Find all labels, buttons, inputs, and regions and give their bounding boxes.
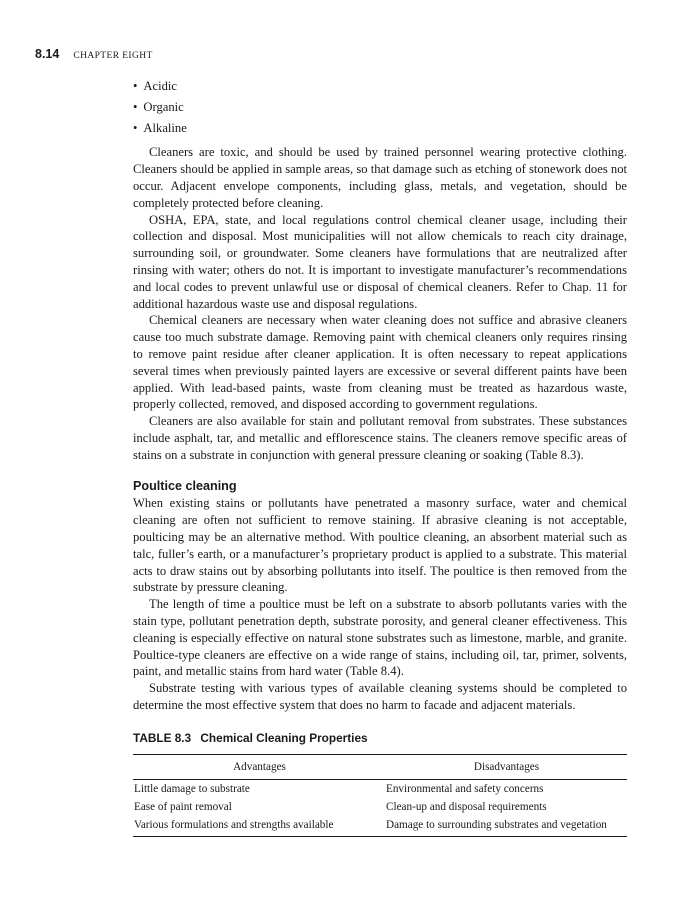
body-paragraph: Cleaners are also available for stain and pollutant removal from substrates. These substances include asphalt, tar, and metallic and efflorescence stains. The cleaners remove specific areas of stains on a substrate in conjunction with general pressure cleaning or soaking (Table 8.3).	[133, 414, 627, 462]
chemical-cleaning-table	[133, 754, 627, 837]
table-row	[133, 780, 627, 799]
list-item: • Organic	[133, 99, 627, 116]
column-header-disadvantages: Disadvantages	[386, 755, 627, 780]
table-row	[133, 798, 627, 816]
table-cell: Little damage to substrate	[134, 782, 250, 795]
table-caption	[133, 730, 627, 747]
cleaner-types-list	[133, 78, 627, 136]
page-body	[133, 78, 627, 837]
column-header-advantages: Advantages	[133, 755, 386, 780]
body-paragraph: Substrate testing with various types of available cleaning systems should be completed to determine the most effective system that does no harm to facade and adjacent materials.	[133, 681, 627, 712]
table-row	[133, 816, 627, 836]
table-number: TABLE 8.3	[133, 730, 192, 745]
page-header	[35, 45, 153, 61]
body-paragraph: OSHA, EPA, state, and local regulations control chemical cleaner usage, including their collection and disposal. Most municipalities will not allow chemicals to reach city drainage, surrounding soil, or groundwater. Some cleaners have formulations that are neutralized after rinsing with water; others do not. It is important to investigate manufacturer’s recommendations and local codes to prevent unlawful use or disposal of chemical cleaners. Refer to Chap. 11 for additional hazardous waste use and disposal regulations.	[133, 212, 627, 311]
body-paragraph: The length of time a poultice must be left on a substrate to absorb pollutants varies with the stain type, pollutant penetration depth, substrate porosity, and general cleaner effectiveness. This cleaning is especially effective on natural stone substrates such as limestone, marble, and granite. Poultice-type cleaners are effective on a wide range of stains, including oil, tar, primer, solvents, paint, and metallic stains from hard water (Table 8.4).	[133, 597, 627, 679]
list-item: • Acidic	[133, 78, 627, 95]
body-paragraph: Chemical cleaners are necessary when water cleaning does not suffice and abrasive cleaners cause too much substrate damage. Removing paint with chemical cleaners only requires rinsing to remove paint residue after cleaner application. It is often necessary to repeat applications several times when previously painted layers are excessive or several different paints have been applied. With lead-based paints, waste from cleaning must be treated as hazardous waste, properly collected, removed, and disposed according to government regulations.	[133, 313, 627, 412]
body-paragraph: Cleaners are toxic, and should be used by trained personnel wearing protective clothing. Cleaners should be applied in sample areas, so that damage such as etching of stonework does not occur. Adjacent envelope components, including glass, metals, and vegetation, should be completely protected before cleaning.	[133, 145, 627, 210]
table-cell: Clean-up and disposal requirements	[386, 800, 547, 813]
table-cell: Various formulations and strengths available	[133, 816, 386, 836]
table-title: Chemical Cleaning Properties	[200, 730, 368, 745]
table-cell: Ease of paint removal	[134, 800, 232, 813]
table-cell: Environmental and safety concerns	[386, 782, 544, 795]
page-number: 8.14	[35, 47, 60, 61]
body-paragraph: When existing stains or pollutants have penetrated a masonry surface, water and chemical cleaning are often not sufficient to remove staining. If abrasive cleaning is not acceptable, poulticing may be an alternative method. With poultice cleaning, an absorbent material such as talc, fuller’s earth, or a manufacturer’s proprietary product is applied to a substrate. This material acts to draw stains out by absorbing pollutants into itself. The poultice is then removed from the substrate by pressure cleaning.	[133, 496, 627, 595]
table-header-row	[133, 755, 627, 780]
table-cell: Damage to surrounding substrates and vegetation	[386, 816, 627, 836]
chapter-title: CHAPTER EIGHT	[73, 51, 153, 61]
list-item: • Alkaline	[133, 120, 627, 137]
section-heading: Poultice cleaning	[133, 478, 237, 493]
